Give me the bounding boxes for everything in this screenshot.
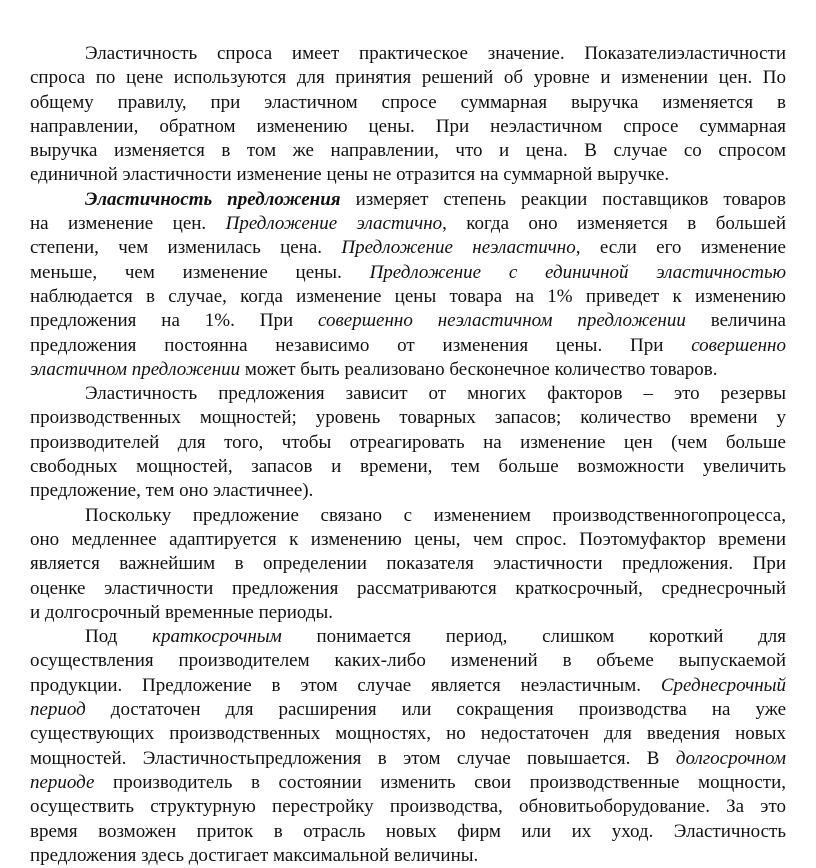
text-segment: Эластичность спроса имеет практическое значение. Показателиэластичности bbox=[85, 43, 786, 64]
text-segment: на изменение цен. bbox=[30, 213, 226, 235]
text-segment: степени, чем изменилась цена. bbox=[30, 237, 342, 259]
text-segment: свободных мощностей, запасов и времени, тем больше возможности увеличить bbox=[30, 456, 786, 478]
text-line bbox=[30, 601, 786, 625]
italic-term: периоде bbox=[30, 771, 95, 793]
text-line bbox=[30, 698, 786, 722]
text-segment: меньше, чем изменение цены. bbox=[30, 261, 370, 283]
text-line bbox=[30, 504, 786, 528]
text-segment: Под bbox=[85, 626, 153, 648]
text-line bbox=[30, 844, 786, 868]
text-segment: время возможен приток в отрасль новых фирм или их уход. Эластичность bbox=[30, 820, 786, 842]
text-segment: осуществления производителем каких-либо изменений в объеме выпускаемой bbox=[30, 650, 786, 672]
text-segment: производитель в состоянии изменить свои производственные мощности, bbox=[94, 771, 786, 793]
text-line bbox=[30, 455, 786, 479]
text-segment: существующих производственных мощностях, но недостаточен для введения новых bbox=[30, 723, 786, 745]
text-segment: производственных мощностей; уровень товарных запасов; количество времени у bbox=[30, 407, 786, 429]
text-segment: , когда оно изменяется в большей bbox=[442, 213, 786, 235]
text-segment: осуществить структурную перестройку производства, обновитьоборудование. За это bbox=[30, 796, 786, 818]
text-segment: производителей для того, чтобы отреагировать на изменение цен (чем больше bbox=[30, 431, 786, 453]
text-segment: наблюдается в случае, когда изменение цены товара на 1% приведет к изменению bbox=[30, 285, 786, 307]
text-line bbox=[30, 382, 786, 406]
text-line bbox=[30, 261, 786, 285]
text-segment: оно медленнее адаптируется к изменению цены, чем спрос. Поэтомуфактор времени bbox=[30, 528, 786, 550]
text-line bbox=[30, 577, 786, 601]
italic-term: Предложение эластично bbox=[225, 213, 443, 235]
text-line bbox=[30, 431, 786, 455]
document-page bbox=[30, 42, 786, 868]
text-line bbox=[30, 309, 786, 333]
text-segment: Эластичность предложения зависит от многих факторов – это резервы bbox=[85, 383, 786, 405]
text-segment: выручка изменяется в том же направлении, что и цена. В случае со спросом bbox=[30, 140, 786, 162]
text-line bbox=[30, 66, 786, 90]
italic-term: краткосрочным bbox=[152, 626, 282, 648]
text-line bbox=[30, 820, 786, 844]
text-segment: мощностей. Эластичностьпредложения в этом случае повышается. В bbox=[30, 747, 676, 769]
text-line bbox=[30, 91, 786, 115]
text-line bbox=[30, 188, 786, 212]
text-line bbox=[30, 212, 786, 236]
text-segment: величина bbox=[685, 310, 786, 332]
text-segment: достаточен для расширения или сокращения производства на уже bbox=[85, 699, 786, 721]
text-line bbox=[30, 747, 786, 771]
text-segment: и долгосрочный временные периоды. bbox=[30, 601, 334, 623]
text-segment: предложение, тем оно эластичнее). bbox=[30, 480, 314, 502]
text-line bbox=[30, 236, 786, 260]
text-segment: единичной эластичности изменение цены не отразится на суммарной выручке. bbox=[30, 164, 670, 186]
text-segment: может быть реализовано бесконечное количество товаров. bbox=[240, 358, 718, 380]
text-segment: Поскольку предложение связано с изменением производственногопроцесса, bbox=[85, 504, 786, 526]
text-line bbox=[30, 358, 786, 382]
text-segment: понимается период, слишком короткий для bbox=[281, 626, 786, 648]
text-line bbox=[30, 722, 786, 746]
text-segment: является важнейшим в определении показателя эластичности предложения. При bbox=[30, 553, 786, 575]
text-segment: измеряет степень реакции поставщиков товаров bbox=[340, 188, 786, 210]
italic-term: эластичном предложении bbox=[30, 358, 241, 380]
text-line bbox=[30, 528, 786, 552]
text-line bbox=[30, 285, 786, 309]
text-line bbox=[30, 625, 786, 649]
text-line bbox=[30, 771, 786, 795]
italic-term: Предложение неэластично bbox=[341, 237, 576, 259]
italic-term: Предложение с единичной эластичностью bbox=[369, 261, 786, 283]
text-line bbox=[30, 674, 786, 698]
text-segment: общему правилу, при эластичном спросе суммарная выручка изменяется в bbox=[30, 91, 786, 113]
bold-italic-term: Эластичность предложения bbox=[85, 188, 341, 210]
text-segment: , если его изменение bbox=[575, 237, 786, 259]
text-segment: предложения постоянна независимо от изменения цены. При bbox=[30, 334, 692, 356]
italic-term: период bbox=[30, 699, 86, 721]
text-line bbox=[30, 334, 786, 358]
text-line bbox=[30, 479, 786, 503]
text-segment: направлении, обратном изменению цены. При неэластичном спросе суммарная bbox=[30, 115, 786, 137]
italic-term: Среднесрочный bbox=[660, 674, 786, 696]
text-line bbox=[30, 163, 786, 187]
text-line bbox=[30, 115, 786, 139]
text-segment: спроса по цене используются для принятия решений об уровне и изменении цен. По bbox=[30, 67, 786, 89]
italic-term: совершенно неэластичном предложении bbox=[318, 310, 686, 332]
text-segment: предложения здесь достигает максимальной величины. bbox=[30, 844, 479, 866]
text-line bbox=[30, 552, 786, 576]
text-segment: продукции. Предложение в этом случае является неэластичным. bbox=[30, 674, 661, 696]
italic-term: долгосрочном bbox=[675, 747, 786, 769]
text-segment: оценке эластичности предложения рассматриваются краткосрочный, среднесрочный bbox=[30, 577, 786, 599]
text-line bbox=[30, 649, 786, 673]
text-line bbox=[30, 139, 786, 163]
text-line bbox=[30, 406, 786, 430]
italic-term: совершенно bbox=[691, 334, 786, 356]
text-segment: предложения на 1%. При bbox=[30, 310, 319, 332]
bold-term-wrapper bbox=[85, 189, 341, 210]
text-line bbox=[30, 42, 786, 66]
text-line bbox=[30, 795, 786, 819]
